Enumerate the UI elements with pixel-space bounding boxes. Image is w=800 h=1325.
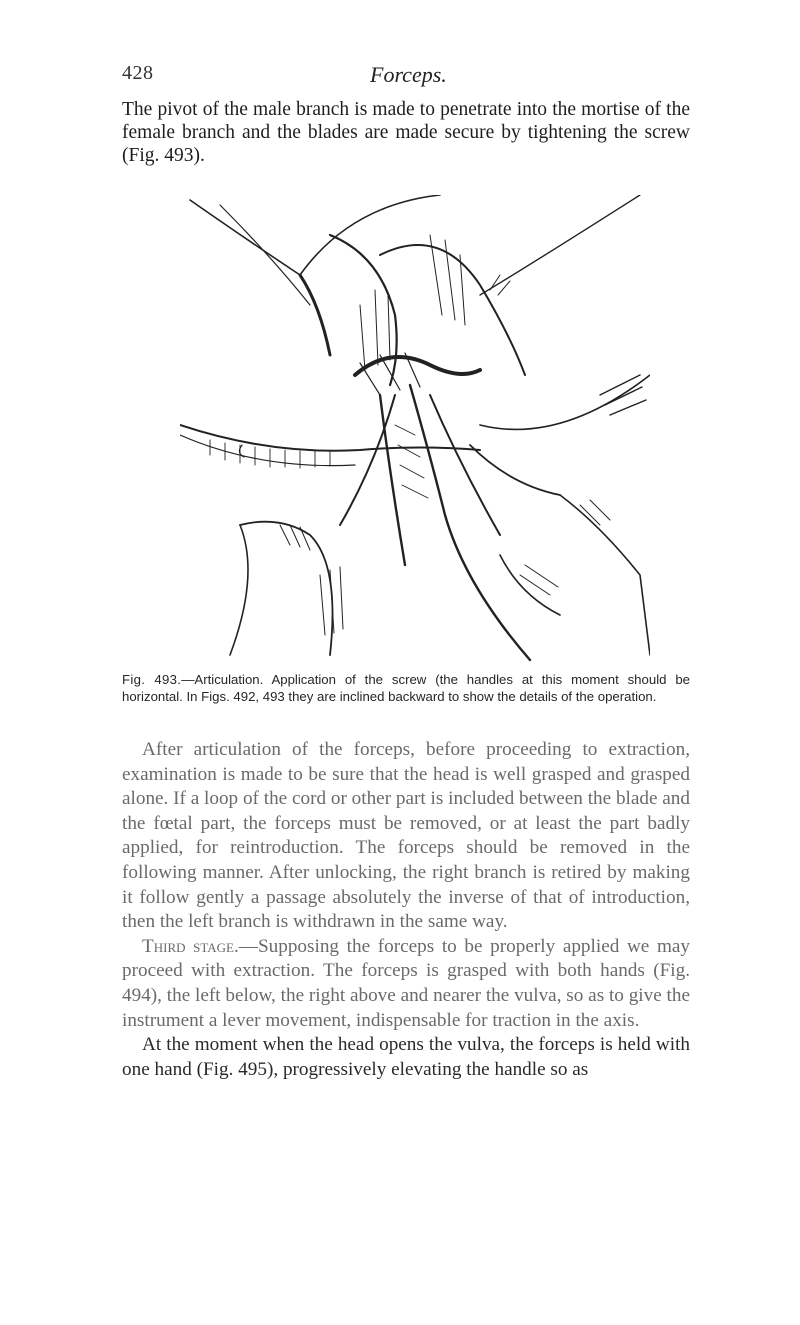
intro-paragraph: The pivot of the male branch is made to penetrate into the mortise of the female branch and the blades are made secure by tightening the screw (Fig. 493). (122, 99, 690, 166)
paragraph-third-stage (122, 935, 690, 1033)
page-header (0, 62, 800, 90)
page-number: 428 (122, 62, 154, 84)
figure-label: Fig. 493. (122, 672, 182, 687)
running-head: Forceps. (370, 62, 447, 87)
figure-illustration (180, 195, 650, 665)
figure-caption (122, 672, 690, 705)
paragraph-head-opens-vulva: At the moment when the head opens the vulva, the forceps is held with one hand (Fig. 495), progressively elevating the handle so as (122, 1034, 690, 1080)
paragraph-extraction-check: After articulation of the forceps, before proceeding to extraction, examination is made to be sure that the head is well grasped and grasped alone. If a loop of the cord or other part is included between the blade and the fœtal part, the forceps must be removed, or at least the part badly applied, for reintroduction. The forceps should be removed in the following manner. After unlocking, the right branch is retired by making it follow gently a passage absolutely the inverse of that of introduction, then the left branch is withdrawn in the same way. (122, 739, 690, 933)
forceps-articulation-engraving-icon (180, 195, 650, 665)
body-text (122, 738, 690, 1082)
figure-caption-text: —Articulation. Application of the screw (the handles at this moment should be horizontal. In Figs. 492, 493 they are inclined backward to show the details of the operation. (122, 672, 690, 704)
third-stage-text: —Supposing the forceps to be properly applied we may proceed with extraction. The forceps is grasped with both hands (Fig. 494), the left below, the right above and nearer the vulva, so as to give the instrument a lever movement, indispensable for traction in the axis. (122, 935, 690, 1031)
third-stage-heading: Third stage. (142, 935, 239, 957)
